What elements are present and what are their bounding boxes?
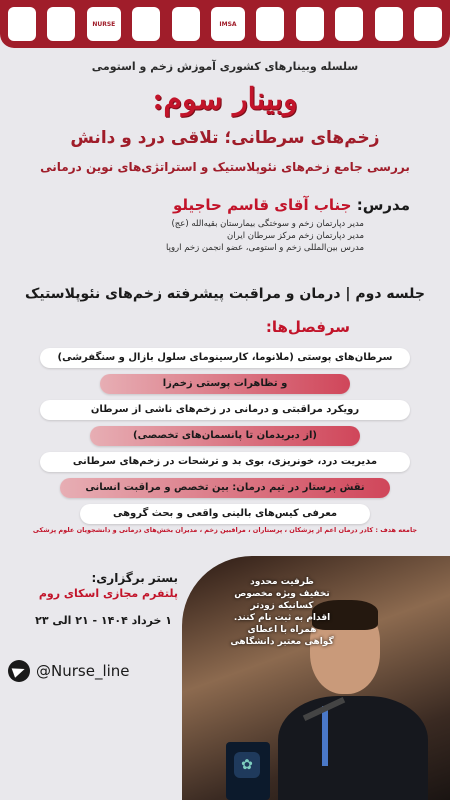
syllabus-item: و تظاهرات پوستی زخم‌زا — [100, 374, 350, 394]
teacher-name: جناب آقای قاسم حاجیلو — [172, 196, 352, 214]
teacher-role: مدیر دپارتمان زخم مرکز سرطان ایران — [227, 231, 364, 241]
university-logo — [296, 7, 324, 41]
capacity-line: تخفیف ویژه مخصوص — [234, 589, 330, 599]
syllabus-item: معرفی کیس‌های بالینی واقعی و بحث گروهی — [80, 504, 370, 524]
teacher-label: مدرس: — [356, 196, 410, 214]
subtopic: بررسی جامع زخم‌های نئوپلاستیک و استراتژی‌های نوین درمانی — [40, 160, 410, 174]
venue-block — [18, 570, 178, 602]
venue-platform: پلتفرم مجازی اسکای روم — [38, 587, 178, 600]
webinar-title: وبینار سوم: — [152, 82, 298, 117]
telegram-handle[interactable] — [8, 658, 158, 684]
syllabus-item: مدیریت درد، خونریزی، بوی بد و ترشحات در زخم‌های سرطانی — [40, 452, 410, 472]
telegram-icon — [8, 660, 30, 682]
capacity-line: گواهی معتبر دانشگاهی — [230, 637, 334, 647]
syllabus-item: رویکرد مراقبتی و درمانی در زخم‌های ناشی از سرطان — [40, 400, 410, 420]
teacher-roles — [24, 218, 364, 254]
session-title: جلسه دوم | درمان و مراقبت پیشرفته زخم‌های نئوپلاستیک — [25, 286, 425, 302]
university-logo — [335, 7, 363, 41]
logo-bar — [0, 0, 450, 48]
university-logo — [375, 7, 403, 41]
series-title: سلسله وبینارهای کشوری آموزش زخم و استومی — [91, 60, 359, 73]
capacity-line: همراه با اعطای — [247, 625, 317, 635]
target-audience: جامعه هدف : کادر درمان اعم از پزشکان ، پرستاران ، مراقبین زخم ، مدیران بخش‌های درمانی و دانشجویان علوم پزشکی — [32, 526, 418, 534]
lanyard — [322, 706, 328, 766]
clover-logo-icon: ✿ — [234, 752, 260, 778]
teacher-role: مدرس بین‌المللی زخم و استومی، عضو انجمن زخم اروپا — [165, 243, 364, 253]
teacher-line — [30, 196, 410, 214]
teacher-role: مدیر دپارتمان زخم و سوختگی بیمارستان بقیه‌الله (عج) — [171, 219, 364, 229]
syllabus-item: (از دبریدمان تا پانسمان‌های تخصصی) — [90, 426, 360, 446]
university-logo — [256, 7, 284, 41]
venue-heading: بستر برگزاری: — [91, 571, 178, 585]
syllabus-item: نقش پرستار در تیم درمان: بین تخصص و مراقبت انسانی — [60, 478, 390, 498]
university-logo — [414, 7, 442, 41]
university-logo — [172, 7, 200, 41]
topic-title: زخم‌های سرطانی؛ تلاقی درد و دانش — [70, 128, 380, 148]
university-logo — [132, 7, 160, 41]
capacity-note — [222, 576, 342, 648]
nurse-logo: NURSE — [87, 7, 121, 41]
university-logo — [47, 7, 75, 41]
syllabus-item: سرطان‌های پوستی (ملانوما، کارسینومای سلول بازال و سنگفرشی) — [40, 348, 410, 368]
university-logo — [8, 7, 36, 41]
handle-text: @Nurse_line — [36, 662, 130, 680]
syllabus-heading: سرفصل‌ها: — [265, 318, 350, 336]
speaker-body — [278, 696, 428, 800]
imsa-logo: IMSA — [211, 7, 245, 41]
capacity-line: اقدام به ثبت نام کنند. — [233, 613, 331, 623]
partner-logos — [8, 5, 442, 43]
event-dates: ۱ خرداد ۱۴۰۴ - ۲۱ الی ۲۳ — [35, 614, 172, 627]
capacity-line: کسانیکه زودتر — [250, 601, 314, 611]
capacity-line: ظرفیت محدود — [250, 577, 314, 587]
